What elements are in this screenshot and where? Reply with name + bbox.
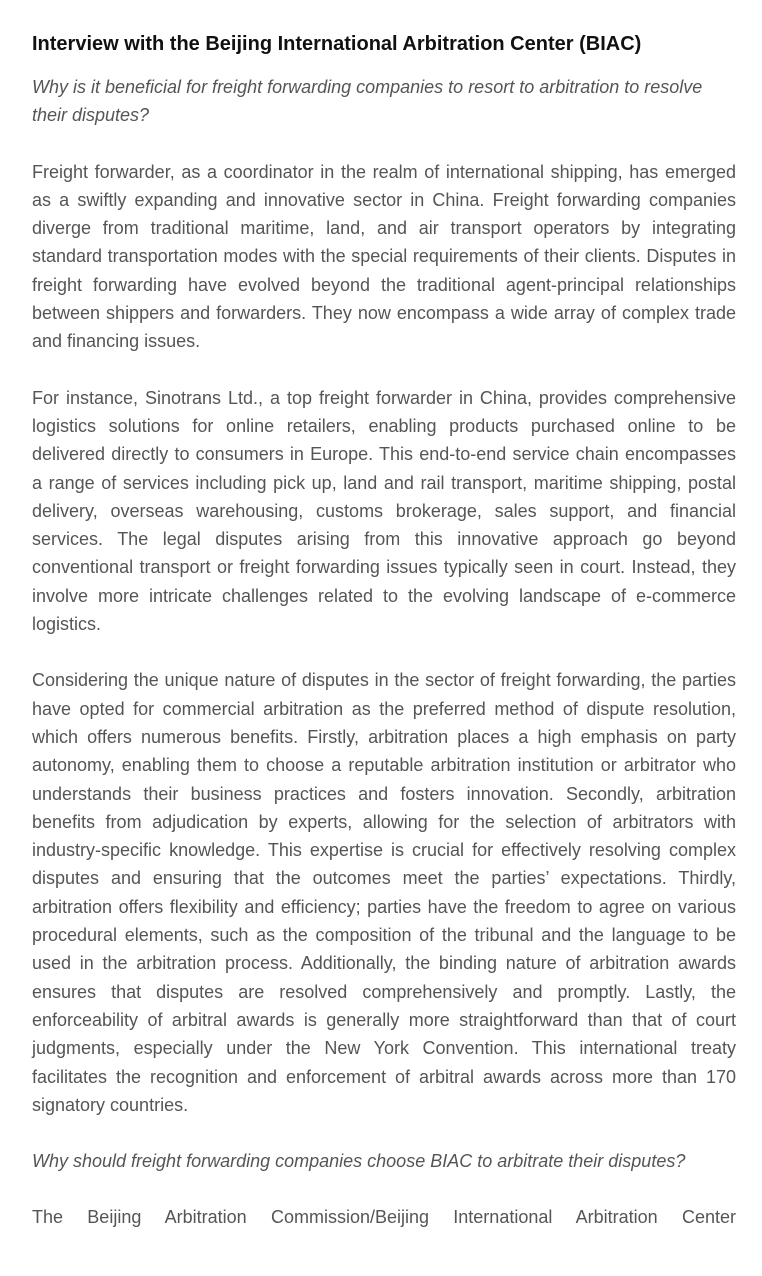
answer-paragraph-2: For instance, Sinotrans Ltd., a top freight forwarder in China, provides comprehensive logistics solutions for online retailers, enabling products purchased online to be delivered directly to consumers in Europe. This end-to-end service chain encompasses a range of services including pick up, land and rail transport, maritime shipping, postal delivery, overseas warehousing, customs brokerage, sales support, and financial services. The legal disputes arising from this innovative approach go beyond conventional transport or freight forwarding issues typically seen in court. Instead, they involve more intricate challenges related to the evolving landscape of e-commerce logistics. <box>32 387 736 635</box>
answer-paragraph-1: Freight forwarder, as a coordinator in the realm of international shipping, has emerged as a swiftly expanding and innovative sector in China. Freight forwarding companies diverge from traditional maritime, land, and air transport operators by integrating standard transportation modes with the special requirements of their clients. Disputes in freight forwarding have evolved beyond the traditional agent-principal relationships between shippers and forwarders. They now encompass a wide array of complex trade and financing issues. <box>32 161 736 352</box>
interview-question-2: Why should freight forwarding companies choose BIAC to arbitrate their disputes? <box>32 1151 686 1172</box>
answer-paragraph-3: Considering the unique nature of disputes in the sector of freight forwarding, the parties have opted for commercial arbitration as the preferred method of dispute resolution, which offers numerous benefits. Firstly, arbitration places a high emphasis on party autonomy, enabling them to choose a reputable arbitration institution or arbitrator who understands their business practices and fosters innovation. Secondly, arbitration benefits from adjudication by experts, allowing for the selection of arbitrators with industry-specific knowledge. This expertise is crucial for effectively resolving complex disputes and ensuring that the outcomes meet the parties’ expectations. Thirdly, arbitration offers flexibility and efficiency; parties have the freedom to agree on various procedural elements, such as the composition of the tribunal and the language to be used in the arbitration process. Additionally, the binding nature of arbitration awards ensures that disputes are resolved comprehensively and promptly. Lastly, the enforceability of arbitral awards is generally more straightforward than that of court judgments, especially under the New York Convention. This international treaty facilitates the recognition and enforcement of arbitral awards across more than 170 signatory countries. <box>32 670 736 1115</box>
article-title: Interview with the Beijing International Arbitration Center (BIAC) <box>32 33 642 55</box>
interview-question-1: Why is it beneficial for freight forwarding companies to resort to arbitration to resolve their disputes? <box>32 77 703 126</box>
answer-paragraph-4-partial: The Beijing Arbitration Commission/Beijing International Arbitration Center <box>32 1207 736 1228</box>
